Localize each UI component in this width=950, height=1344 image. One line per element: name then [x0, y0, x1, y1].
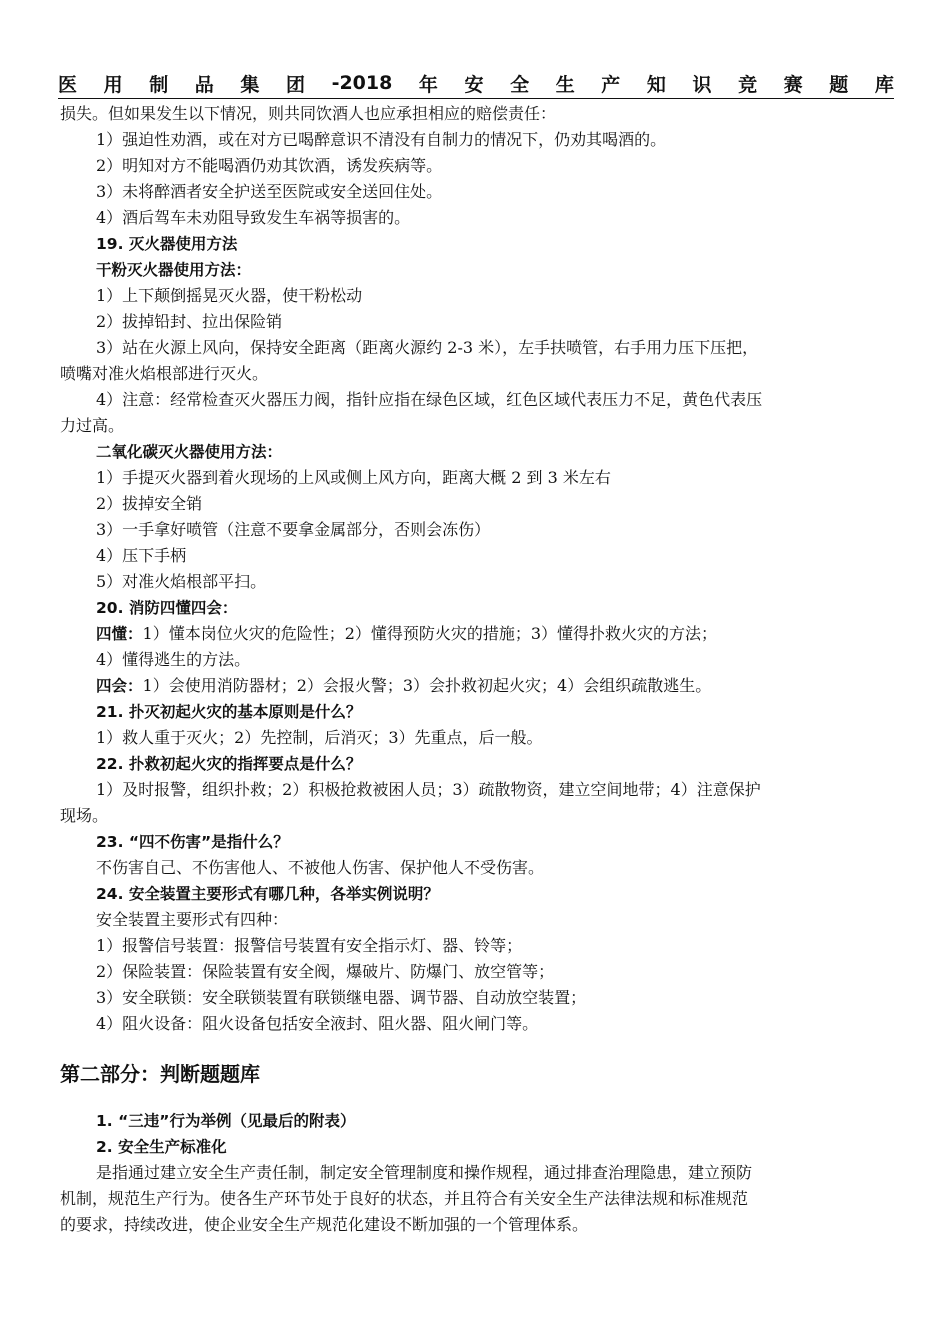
body-text-line: 是指通过建立安全生产责任制，制定安全管理制度和操作规程，通过排查治理隐患，建立预防	[96, 1163, 753, 1182]
subheading: 干粉灭火器使用方法：	[96, 261, 252, 279]
header-char: 知	[646, 73, 666, 96]
list-item: 1）上下颠倒摇晃灭火器，使干粉松动	[96, 286, 363, 305]
question-heading: 23. “四不伤害”是指什么？	[96, 833, 289, 851]
page-header	[58, 70, 894, 96]
list-item: 2）保险装置：保险装置有安全阀，爆破片、防爆门、放空管等；	[96, 962, 555, 981]
header-char: 集	[240, 73, 260, 96]
list-item: 2）拔掉安全销	[96, 494, 203, 513]
list-item: 1）强迫性劝酒，或在对方已喝醉意识不清没有自制力的情况下，仍劝其喝酒的。	[96, 130, 667, 149]
list-item: 5）对准火焰根部平扫。	[96, 572, 267, 591]
list-item: 4）酒后驾车未劝阻导致发生车祸等损害的。	[96, 208, 411, 227]
header-char: 识	[692, 73, 712, 96]
list-item: 4）压下手柄	[96, 546, 187, 565]
header-char: -2018	[331, 72, 393, 94]
header-char: 竞	[738, 73, 758, 96]
list-item: 1）报警信号装置：报警信号装置有安全指示灯、器、铃等；	[96, 936, 523, 955]
header-rule	[58, 98, 894, 99]
list-item: 1）救人重于灭火；2）先控制，后消灭；3）先重点，后一般。	[96, 728, 543, 747]
header-char: 品	[194, 73, 214, 96]
header-char: 年	[418, 73, 438, 96]
header-char: 库	[874, 73, 894, 96]
header-char: 全	[510, 73, 530, 96]
list-item-continuation: 4）懂得逃生的方法。	[96, 650, 251, 669]
question-heading: 24. 安全装置主要形式有哪几种，各举实例说明？	[96, 885, 439, 903]
list-item: 2）明知对方不能喝酒仍劝其饮酒，诱发疾病等。	[96, 156, 443, 175]
body-text-line: 不伤害自己、不伤害他人、不被他人伤害、保护他人不受伤害。	[96, 858, 545, 877]
list-item: 4）阻火设备：阻火设备包括安全液封、阻火器、阻火闸门等。	[96, 1014, 539, 1033]
inline-text: 1）懂本岗位火灾的危险性；2）懂得预防火灾的措施；3）懂得扑救火灾的方法；	[142, 624, 718, 643]
header-char: 安	[464, 73, 484, 96]
list-item: 3）一手拿好喷管（注意不要拿金属部分，否则会冻伤）	[96, 520, 491, 539]
header-char: 题	[829, 73, 849, 96]
list-item-continuation: 喷嘴对准火焰根部进行灭火。	[60, 364, 269, 383]
inline-text: 1）会使用消防器材；2）会报火警；3）会扑救初起火灾；4）会组织疏散逃生。	[142, 676, 712, 695]
question-heading: 20. 消防四懂四会：	[96, 599, 238, 617]
section-heading: 第二部分：判断题题库	[60, 1062, 260, 1086]
list-item: 3）安全联锁：安全联锁装置有联锁继电器、调节器、自动放空装置；	[96, 988, 587, 1007]
list-item: 3）站在火源上风向，保持安全距离（距离火源约 2-3 米），左手扶喷管，右手用力压下压把，	[96, 338, 759, 357]
header-char: 赛	[783, 73, 803, 96]
question-heading: 19. 灭火器使用方法	[96, 235, 238, 253]
body-text-line: 损失。但如果发生以下情况，则共同饮酒人也应承担相应的赔偿责任：	[60, 104, 557, 123]
body-text-line: 安全装置主要形式有四种：	[96, 910, 289, 929]
inline-label: 四懂：	[96, 625, 143, 643]
question-heading: 1. “三违”行为举例（见最后的附表）	[96, 1112, 356, 1130]
body-text-line: 机制，规范生产行为。使各生产环节处于良好的状态，并且符合有关安全生产法律法规和标准规范	[60, 1189, 749, 1208]
list-item-continuation: 现场。	[60, 806, 109, 825]
header-char: 产	[601, 73, 621, 96]
list-item: 1）及时报警，组织扑救；2）积极抢救被困人员；3）疏散物资，建立空间地带；4）注意保护	[96, 780, 761, 799]
list-item: 4）注意：经常检查灭火器压力阀，指针应指在绿色区域，红色区域代表压力不足，黄色代表压	[96, 390, 763, 409]
list-item: 1）手提灭火器到着火现场的上风或侧上风方向，距离大概 2 到 3 米左右	[96, 468, 611, 487]
list-item: 3）未将醉酒者安全护送至医院或安全送回住处。	[96, 182, 443, 201]
question-heading: 21. 扑灭初起火灾的基本原则是什么？	[96, 703, 362, 721]
list-item	[96, 675, 711, 697]
header-char: 制	[149, 73, 169, 96]
list-item	[96, 623, 717, 645]
header-char: 生	[555, 73, 575, 96]
question-heading: 22. 扑救初起火灾的指挥要点是什么？	[96, 755, 362, 773]
body-text-line: 的要求，持续改进，使企业安全生产规范化建设不断加强的一个管理体系。	[60, 1215, 589, 1234]
question-heading: 2. 安全生产标准化	[96, 1138, 227, 1156]
subheading: 二氧化碳灭火器使用方法：	[96, 443, 283, 461]
inline-label: 四会：	[96, 677, 143, 695]
list-item-continuation: 力过高。	[60, 416, 125, 435]
header-char: 用	[103, 73, 123, 96]
header-char: 团	[285, 73, 305, 96]
header-char: 医	[58, 73, 78, 96]
list-item: 2）拔掉铅封、拉出保险销	[96, 312, 283, 331]
